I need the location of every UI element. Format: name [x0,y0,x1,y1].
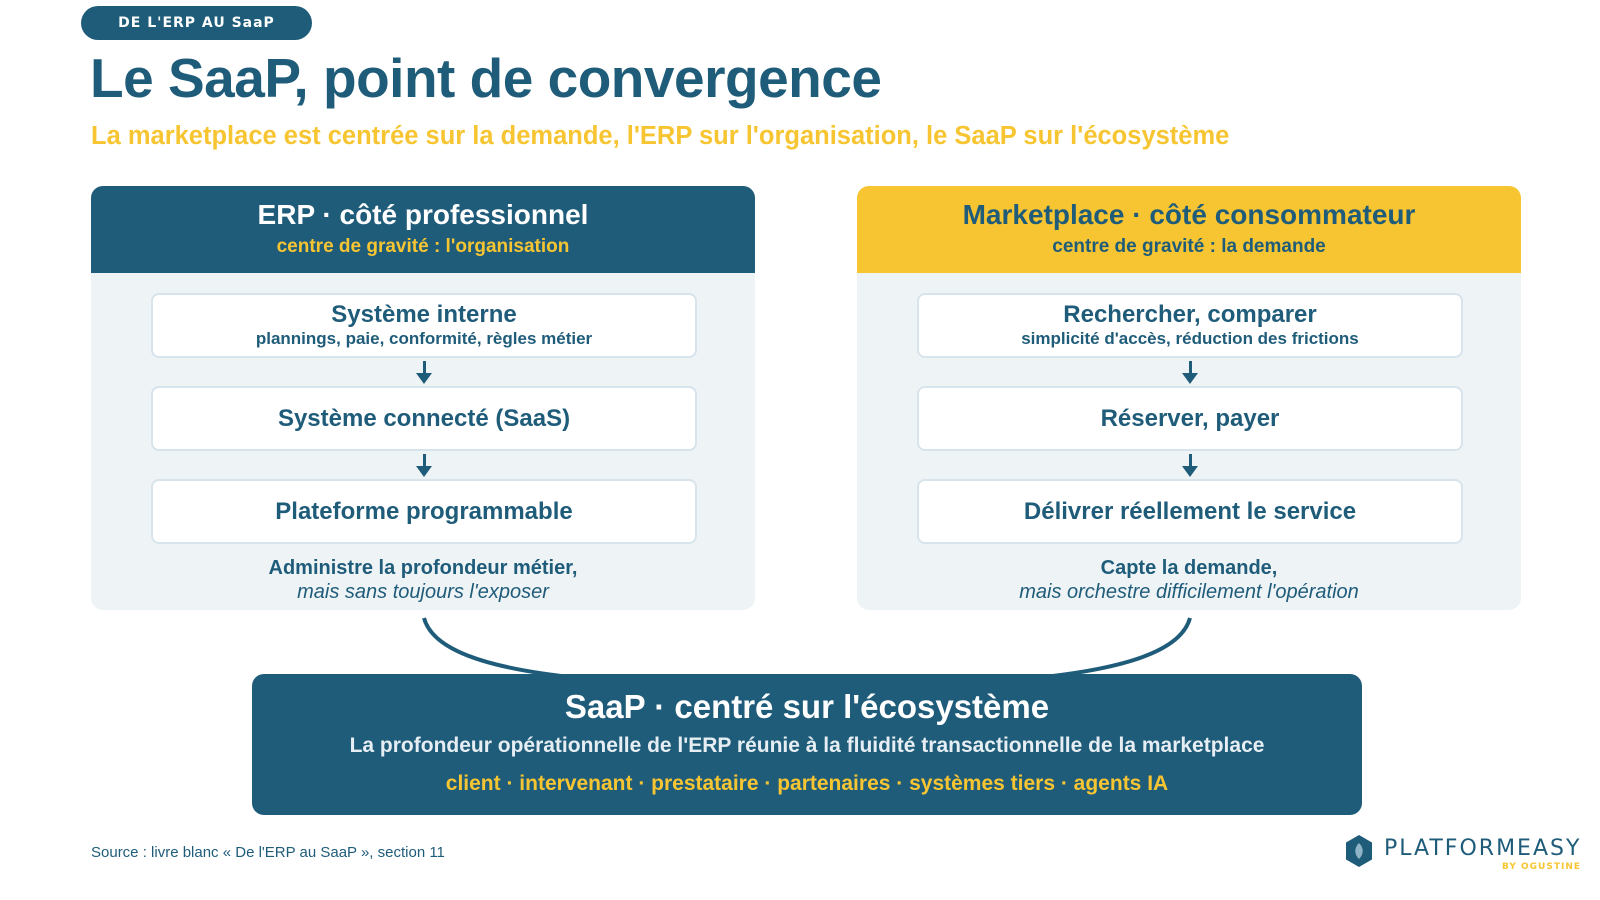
logo-name: PLATFORMEASY [1384,836,1582,861]
platformeasy-logo [1344,834,1584,874]
erp-step-2 [151,386,697,451]
saap-box [252,674,1362,815]
marketplace-panel-title: Marketplace · côté consommateur [962,199,1416,230]
erp-panel-header [91,186,755,273]
saap-title: SaaP · centré sur l'écosystème [564,688,1050,725]
erp-panel [91,186,755,610]
marketplace-step-3-title: Délivrer réellement le service [1023,498,1357,525]
erp-step-1 [151,293,697,358]
saap-keywords: client · intervenant · prestataire · partenaires · systèmes tiers · agents IA [445,772,1169,795]
marketplace-conclusion-italic: mais orchestre difficilement l'opération [1019,581,1359,603]
erp-step-3-title: Plateforme programmable [275,498,573,525]
marketplace-panel [857,186,1521,610]
section-tag: DE L'ERP AU SaaP [81,6,312,40]
marketplace-step-2-title: Réserver, payer [1100,405,1280,432]
erp-step-2-title: Système connecté (SaaS) [277,405,571,432]
page-title: Le SaaP, point de convergence [90,47,882,109]
erp-connector [424,618,580,678]
marketplace-panel-subtitle: centre de gravité : la demande [1052,236,1326,257]
marketplace-conclusion [857,556,1521,604]
marketplace-step-1-title: Rechercher, comparer [1063,301,1317,328]
source-note: Source : livre blanc « De l'ERP au SaaP », section 11 [91,844,445,861]
marketplace-step-1 [917,293,1463,358]
erp-step-1-detail: plannings, paie, conformité, règles métier [255,329,593,348]
marketplace-conclusion-main: Capte la demande, [1100,557,1278,579]
marketplace-step-3 [917,479,1463,544]
erp-conclusion [91,556,755,604]
erp-step-3 [151,479,697,544]
marketplace-step-1-detail: simplicité d'accès, réduction des frictions [1021,329,1359,348]
page-subtitle: La marketplace est centrée sur la demande, l'ERP sur l'organisation, le SaaP sur l'écosystème [91,122,1230,150]
marketplace-connector [1034,618,1190,678]
erp-panel-title: ERP · côté professionnel [257,199,589,230]
hexagon-logo-icon [1344,834,1374,868]
logo-byline: BY OGUSTINE [1501,862,1581,872]
erp-panel-subtitle: centre de gravité : l'organisation [276,236,570,257]
erp-step-1-title: Système interne [331,301,517,328]
saap-description: La profondeur opérationnelle de l'ERP réunie à la fluidité transactionnelle de la marketplace [349,734,1265,757]
erp-conclusion-main: Administre la profondeur métier, [268,557,578,579]
marketplace-step-2 [917,386,1463,451]
marketplace-panel-header [857,186,1521,273]
erp-conclusion-italic: mais sans toujours l'exposer [297,581,549,603]
